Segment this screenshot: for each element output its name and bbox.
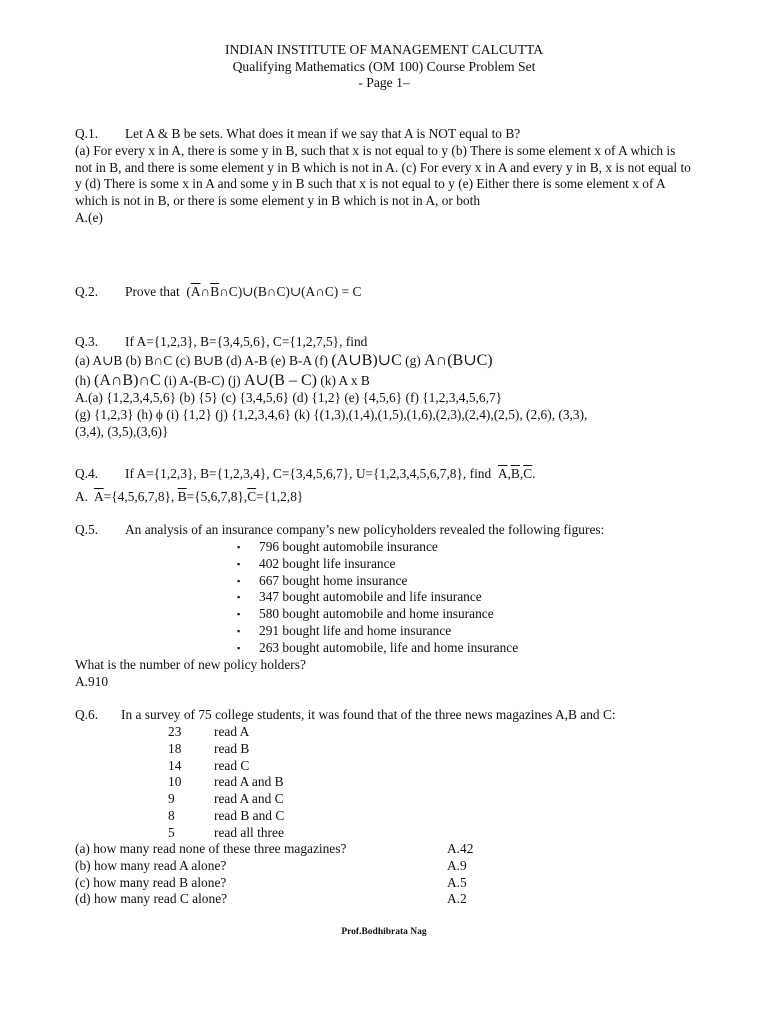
- list-item: ▪ 347 bought automobile and life insurance: [237, 589, 482, 605]
- answer-line-1: A.(a) {1,2,3,4,5,6} (b) {5} (c) {3,4,5,6} (d) {1,2} (e) {4,5,6} (f) {1,2,3,4,5,6,7}: [75, 390, 503, 406]
- answer: A.42: [447, 841, 474, 856]
- sub-question: (d) how many read C alone? A.2: [75, 891, 467, 907]
- list-item: ▪ 291 bought life and home insurance: [237, 622, 452, 638]
- question-4: Q.4. If A={1,2,3}, B={1,2,3,4}, C={3,4,5,6,7}, U={1,2,3,4,5,6,7,8}, find $\overline{A},\overline{B},\overline{C}$. A. $\overline{A}=\{4,5,6,7,8\}$, $\overline{B}=\{5,6,7,8\},\overline{C}=\{1,2,8\}$: [75, 466, 695, 506]
- page-number: - Page 1–: [358, 75, 410, 91]
- question-number: Q.4.: [75, 466, 99, 481]
- parts-a-to-e: (a) A∪B (b) B∩C (c) B∪B (d) A-B (e) B-A (f): [75, 352, 329, 368]
- sub-questions: [75, 841, 675, 908]
- question-text: In a survey of 75 college students, it was found that of the three news magazines A,B and C:: [121, 707, 616, 722]
- answer: A.2: [447, 891, 467, 907]
- question-5-followup: [75, 657, 695, 691]
- list-item: ▪ 402 bought life insurance: [237, 555, 396, 571]
- survey-table: [168, 724, 284, 842]
- question-number: Q.6.: [75, 707, 99, 722]
- table-row: 23 read A: [168, 724, 250, 739]
- set-expression: $(\overline{A}\cap\overline{B}\cap C)\cup(B\cap C)\cup(A\cap C) = C$: [186, 284, 362, 299]
- institute-title: INDIAN INSTITUTE OF MANAGEMENT CALCUTTA: [224, 42, 544, 57]
- list-item: ▪ 796 bought automobile insurance: [237, 539, 438, 554]
- list-item: ▪ 667 bought home insurance: [237, 572, 408, 588]
- sub-question: (a) how many read none of these three magazines? A.42: [75, 841, 474, 856]
- question-text: Let A & B be sets. What does it mean if we say that A is NOT equal to B?: [125, 126, 521, 141]
- question-number: Q.1.: [75, 126, 99, 141]
- answer: A.910: [75, 673, 109, 689]
- question-text: What is the number of new policy holders?: [75, 657, 306, 672]
- table-row: 14 read C: [168, 757, 250, 773]
- list-item: ▪ 263 bought automobile, life and home insurance: [237, 639, 519, 655]
- question-number: Q.5.: [75, 522, 99, 537]
- part-g: A∩(B∪C): [424, 351, 493, 369]
- question-6: [75, 707, 695, 724]
- question-text: If A={1,2,3}, B={1,2,3,4}, C={3,4,5,6,7}, U={1,2,3,4,5,6,7,8}, find: [125, 466, 492, 481]
- page-header: [0, 42, 768, 92]
- answer-line-2: (g) {1,2,3} (h) ϕ (i) {1,2} (j) {1,2,3,4,6} (k) {(1,3),(1,4),(1,5),(1,6),(2,3),(2,4),(2,5), (2,6), (3,3),: [75, 407, 588, 423]
- table-row: 8 read B and C: [168, 807, 285, 823]
- answer-line-3: (3,4), (3,5),(3,6)}: [75, 423, 169, 439]
- complement-a: $\overline{A}$: [190, 284, 201, 299]
- question-5: [75, 522, 695, 539]
- question-number: Q.2.: [75, 284, 99, 299]
- sub-question: (b) how many read A alone? A.9: [75, 857, 467, 873]
- answer: A.5: [447, 874, 467, 890]
- answer: A. $\overline{A}=\{4,5,6,7,8\}$, $\overline{B}=\{5,6,7,8\},\overline{C}=\{1,2,8\}$: [75, 488, 304, 504]
- table-row: 10 read A and B: [168, 774, 284, 790]
- complement-b: $\overline{B}$: [210, 284, 220, 299]
- question-3: Q.3. If A={1,2,3}, B={3,4,5,6}, C={1,2,7,5}, find (a) A∪B (b) B∩C (c) B∪B (d) A-B (e) B-A (f) (A∪B)∪C (g) A∩(B∪C) (h) (A∩B)∩C (i) A-(B-C) (j) A∪(B – C) (k) A x B A.(a) {1,2,3,4,5,6} (b) {5} (c) {3,4,5,6} (d) {1,2} (e) {4,5,6} (f) {1,2,3,4,5,6,7} (g) {1,2,3} (h) ϕ (i) {1,2} (j) {1,2,3,4,6} (k) {(1,3),(1,4),(1,5),(1,6),(2,3),(2,4),(2,5), (2,6), (3,3), (3,4), (3,5),(3,6)}: [75, 334, 695, 441]
- question-options: (a) For every x in A, there is some y in B, such that x is not equal to y (b) There is some element x of A which is not in B, and there is some element y in B which is not in A. (c) For every x in A and every y in B, x is not equal to y (d) There is some x in A and some y in B such that x is not equal to y (e) Either there is some element x of A which is not in B, or there is some element y in B which is not in A, or both: [75, 142, 691, 209]
- table-row: 9 read A and C: [168, 791, 284, 807]
- question-number: Q.3.: [75, 334, 99, 349]
- question-text: An analysis of an insurance company’s new policyholders revealed the following figures:: [125, 522, 605, 537]
- question-text: If A={1,2,3}, B={3,4,5,6}, C={1,2,7,5}, find: [125, 334, 368, 349]
- question-1: [75, 126, 695, 227]
- sub-question: (c) how many read B alone? A.5: [75, 874, 467, 890]
- policy-figures-list: [237, 539, 518, 657]
- table-row: 5 read all three: [168, 824, 284, 840]
- list-item: ▪ 580 bought automobile and home insurance: [237, 606, 494, 622]
- answer: A.9: [447, 857, 467, 873]
- table-row: 18 read B: [168, 740, 250, 756]
- part-j: A∪(B – C): [243, 371, 317, 389]
- course-title: Qualifying Mathematics (OM 100) Course Problem Set: [232, 58, 536, 74]
- answer: A.(e): [75, 209, 103, 225]
- part-f: (A∪B)∪C: [331, 351, 402, 369]
- author-footer: Prof.Bodhibrata Nag: [341, 927, 427, 937]
- question-2: [75, 284, 695, 301]
- question-text: Prove that: [125, 284, 180, 299]
- part-h: (A∩B)∩C: [93, 371, 161, 389]
